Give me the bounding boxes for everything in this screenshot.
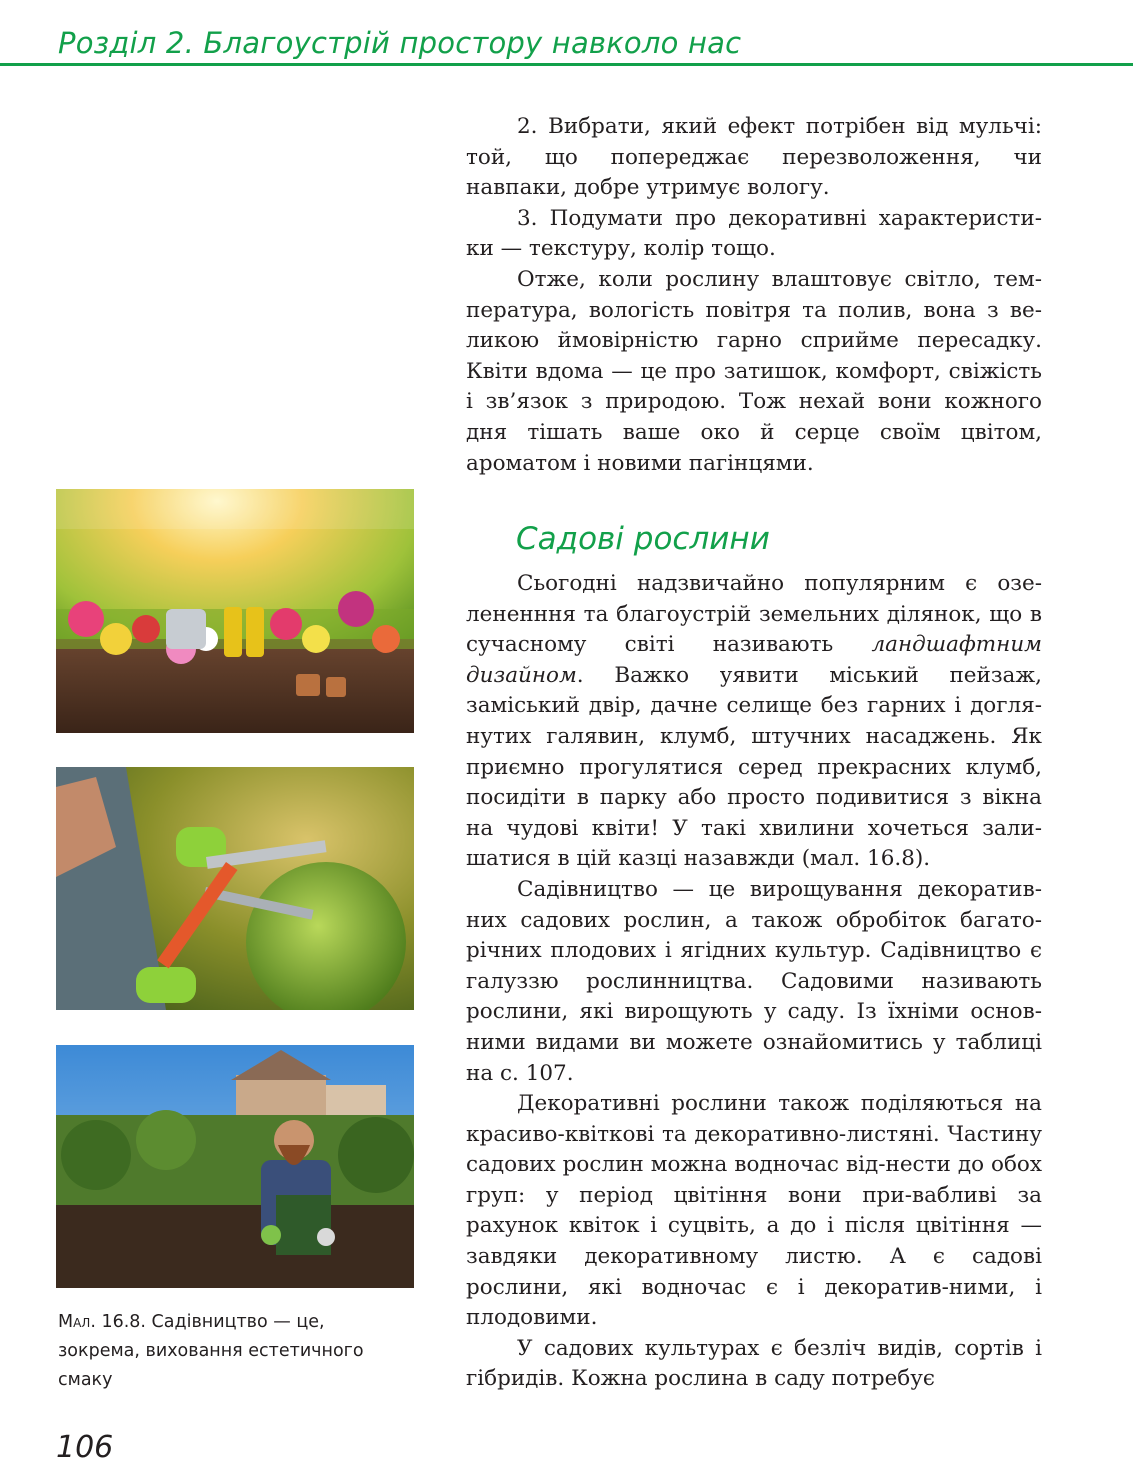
text-run: . Важко уявити міський пейзаж, заміський двір, дачне селище без гарних і догля-нутих галявин, клумб, штучних насаджень. Як приємно прогулятися серед прекрасних клумб, посидіти в парку або просто подивитися з вікна на чудові квіти! У такі хвилини хочеться зали-шатися в цій казці назавжди (мал. 16.8).: [466, 662, 1042, 872]
text-run: Сьогодні надзвичайно популярним є озе-лененння та благоустрій земельних ділянок, що в сучасному світі називають: [466, 571, 1042, 658]
section-text-block: [466, 569, 1042, 1395]
section-heading: Садові рослини: [516, 521, 770, 557]
paragraph: Отже, коли рослину влаштовує світло, тем-пература, вологість повітря та полив, вона з ве-ликою ймовірністю гарно сприйме пересадку. Квіти вдома — це про затишок, комфорт, свіжість і зв’язок з природою. Тож нехай вони кожного дня тішать ваше око й серце своїм цвітом, ароматом і новими пагінцями.: [466, 266, 1042, 476]
header-rule: [0, 63, 1133, 66]
paragraph: Декоративні рослини також поділяються на красиво-квіткові та декоративно-листяні. Частину садових рослин можна водночас від-нести до обох груп: у період цвітіння вони при-вабливі за рахунок квіток і суцвіть, а до і після цвітіння — завдяки декоративному листю. А є садові рослини, які водночас є і декоратив-ними, і плодовими.: [466, 1091, 1042, 1331]
figure-label: Мал. 16.8.: [58, 1312, 146, 1332]
figure-caption: [58, 1308, 398, 1395]
caption-text: Садівництво — це, зокрема, виховання естетичного смаку: [58, 1312, 364, 1390]
top-text-block: [466, 112, 1042, 479]
paragraph: У садових культурах є безліч видів, сортів і гібридів. Кожна рослина в саду потребує: [466, 1335, 1042, 1392]
paragraph: 3. Подумати про декоративні характеристи-ки — текстуру, колір тощо.: [466, 205, 1042, 262]
paragraph: [466, 569, 1042, 875]
photo-flower-garden: [56, 489, 414, 733]
paragraph: Садівництво — це вирощування декоратив-них садових рослин, а також обробіток багато-річних плодових і ягідних культур. Садівництво є галуззю рослинництва. Садовими називають рослини, які вирощують у саду. Із їхніми основ-ними видами ви можете ознайомитись у таблиці на с. 107.: [466, 876, 1042, 1086]
page-number: 106: [56, 1430, 114, 1465]
paragraph: 2. Вибрати, який ефект потрібен від мульчі: той, що попереджає перезволоження, чи навпаки, добре утримує вологу.: [466, 114, 1042, 201]
page-header: [0, 0, 1133, 70]
emphasized-term: ландшафтним дизайном: [466, 632, 1042, 688]
photo-man-gardening: [56, 1045, 414, 1288]
chapter-title: Розділ 2. Благоустрій простору навколо нас: [58, 26, 742, 60]
photo-hedge-trimming: [56, 767, 414, 1010]
